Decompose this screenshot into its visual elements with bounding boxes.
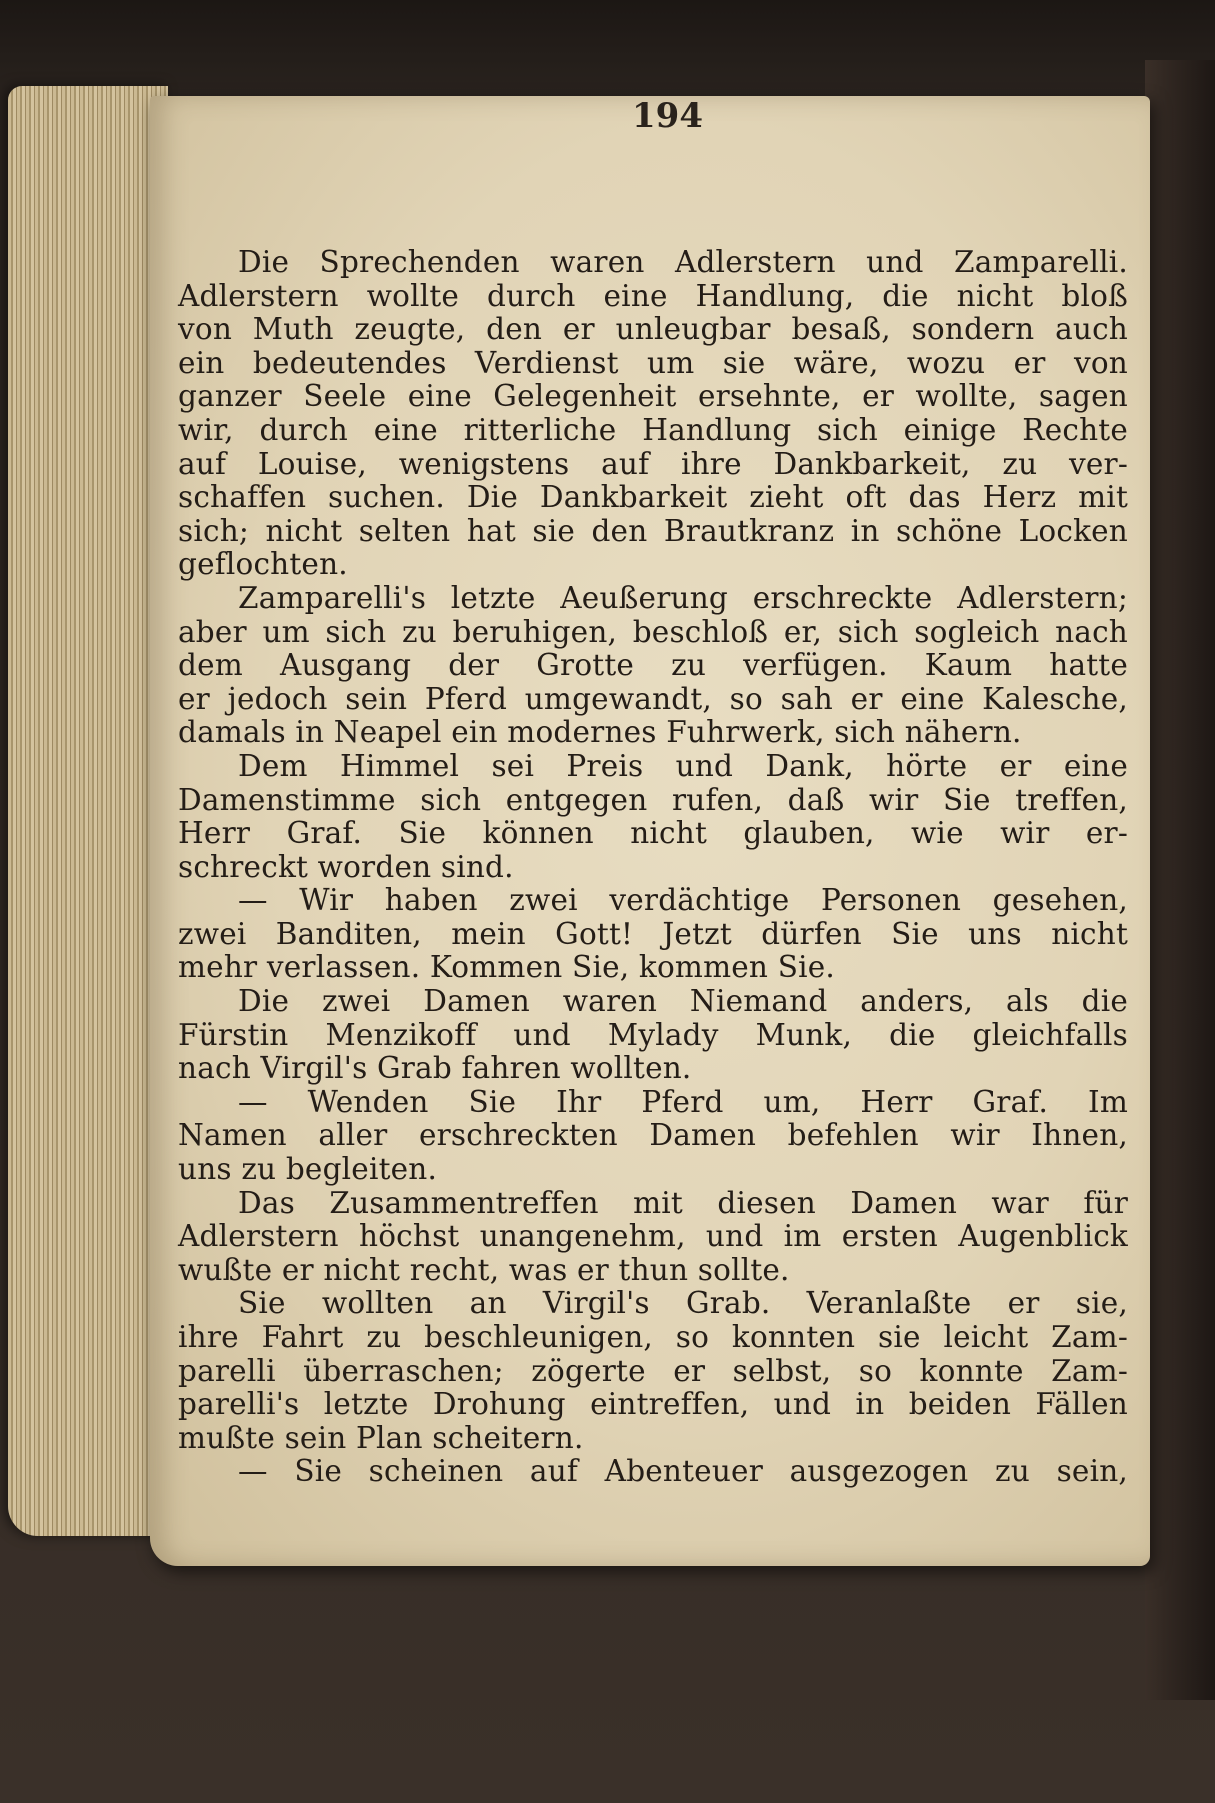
- text-line: Die Sprechenden waren Adlerstern und Zamparelli.: [238, 245, 1128, 279]
- text-line: Das Zusammentreffen mit diesen Damen war für: [238, 1185, 1128, 1220]
- text-line: wußte er nicht recht, was er thun sollte.: [178, 1252, 790, 1287]
- text-line: Adlerstern wollte durch eine Handlung, die nicht bloß: [178, 278, 1128, 313]
- page-number: 194: [632, 96, 703, 136]
- text-line: sich; nicht selten hat sie den Brautkranz in schöne Locken: [178, 513, 1128, 548]
- text-line: auf Louise, wenigstens auf ihre Dankbarkeit, zu ver-: [178, 446, 1128, 481]
- text-line: zwei Banditen, mein Gott! Jetzt dürfen Sie uns nicht: [178, 916, 1128, 951]
- text-line: uns zu begleiten.: [178, 1152, 438, 1187]
- text-line: nach Virgil's Grab fahren wollten.: [178, 1051, 692, 1086]
- body-text: [178, 246, 1128, 1489]
- text-line: parelli's letzte Drohung eintreffen, und in beiden Fällen: [178, 1387, 1128, 1422]
- text-line: — Wenden Sie Ihr Pferd um, Herr Graf. Im: [238, 1084, 1128, 1119]
- text-line: schreckt worden sind.: [178, 849, 514, 884]
- text-line: Die zwei Damen waren Niemand anders, als die: [238, 984, 1128, 1019]
- text-line: aber um sich zu beruhigen, beschloß er, sich sogleich nach: [178, 614, 1128, 649]
- text-line: schaffen suchen. Die Dankbarkeit zieht oft das Herz mit: [178, 480, 1128, 515]
- text-line: — Wir haben zwei verdächtige Personen gesehen,: [238, 883, 1128, 918]
- text-line: ihre Fahrt zu beschleunigen, so konnten sie leicht Zam-: [178, 1320, 1128, 1354]
- text-line: ein bedeutendes Verdienst um sie wäre, wozu er von: [178, 345, 1128, 380]
- text-line: — Sie scheinen auf Abenteuer ausgezogen zu sein,: [238, 1454, 1128, 1489]
- text-line: ganzer Seele eine Gelegenheit ersehnte, er wollte, sagen: [178, 379, 1128, 414]
- text-line: wir, durch eine ritterliche Handlung sich einige Rechte: [178, 412, 1128, 447]
- text-line: Namen aller erschreckten Damen befehlen wir Ihnen,: [178, 1118, 1128, 1153]
- text-line: mußte sein Plan scheitern.: [178, 1420, 584, 1455]
- text-line: Fürstin Menzikoff und Mylady Munk, die gleichfalls: [178, 1017, 1128, 1052]
- text-line: Damenstimme sich entgegen rufen, daß wir Sie treffen,: [178, 782, 1128, 817]
- text-line: Zamparelli's letzte Aeußerung erschreckte Adlerstern;: [238, 580, 1128, 615]
- text-line: von Muth zeugte, den er unleugbar besaß, sondern auch: [178, 312, 1128, 347]
- text-line: Sie wollten an Virgil's Grab. Veranlaßte er sie,: [238, 1286, 1128, 1321]
- text-line: Herr Graf. Sie können nicht glauben, wie wir er-: [178, 816, 1128, 851]
- text-line: er jedoch sein Pferd umgewandt, so sah er eine Kalesche,: [178, 681, 1128, 716]
- text-line: Dem Himmel sei Preis und Dank, hörte er eine: [238, 748, 1128, 783]
- text-line: damals in Neapel ein modernes Fuhrwerk, sich nähern.: [178, 715, 1022, 750]
- text-line: parelli überraschen; zögerte er selbst, so konnte Zam-: [178, 1353, 1128, 1388]
- text-line: Adlerstern höchst unangenehm, und im ersten Augenblick: [178, 1219, 1128, 1254]
- text-line: geflochten.: [178, 547, 348, 582]
- book-cover-edge: [1145, 60, 1215, 1700]
- page-edges: [8, 86, 168, 1536]
- text-line: dem Ausgang der Grotte zu verfügen. Kaum hatte: [178, 648, 1128, 683]
- text-line: mehr verlassen. Kommen Sie, kommen Sie.: [178, 950, 835, 985]
